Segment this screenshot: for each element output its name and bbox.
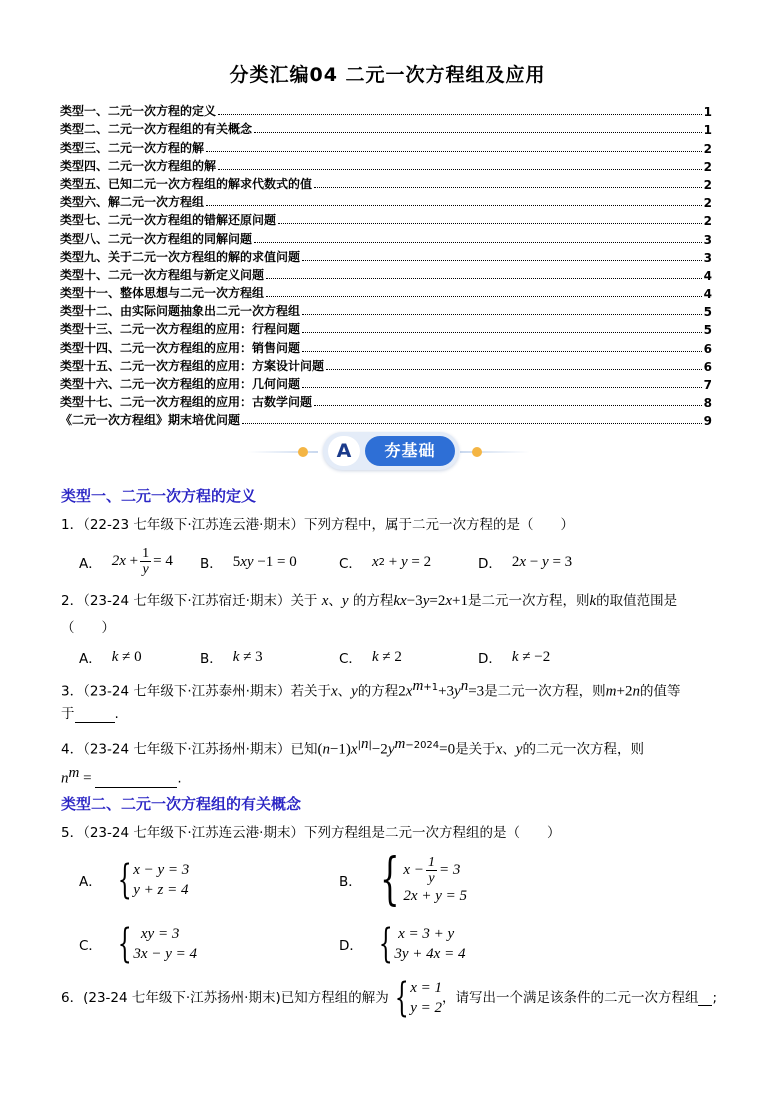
toc-dot-leader [254, 132, 702, 133]
toc-dot-leader [302, 314, 702, 315]
toc-entry-text: 类型十一、整体思想与二元一次方程组 [60, 286, 265, 301]
question-text: 下列方程中，属于二元一次方程的是（ ） [303, 517, 574, 533]
toc-row[interactable] [60, 137, 712, 155]
question-text: 的取值范围是 [596, 593, 678, 609]
toc-dot-leader [266, 278, 702, 279]
q2-option-a: A． k ≠ 0 [79, 648, 142, 667]
question-4-line2: $n^m$ = . [61, 765, 182, 787]
option-label: A． [79, 555, 102, 572]
toc-page-number: 7 [703, 378, 712, 392]
question-source: (23-24 七年级下·江苏扬州·期末) [83, 990, 281, 1006]
toc-row[interactable] [60, 119, 712, 137]
question-number: 2． [61, 593, 84, 609]
answer-blank[interactable] [698, 991, 712, 1006]
question-text: 已知 [290, 741, 318, 758]
question-source: （23-24 七年级下·江苏泰州·期末） [83, 683, 291, 700]
toc-page-number: 5 [703, 323, 712, 338]
toc-dot-leader [254, 242, 702, 243]
section-heading-2: 类型二、二元一次方程组的有关概念 [61, 795, 302, 813]
banner-label: 夯基础 [365, 436, 455, 466]
answer-blank[interactable] [75, 708, 115, 723]
question-1 [61, 516, 574, 534]
option-label: D． [339, 938, 363, 954]
question-number: 3． [61, 683, 84, 700]
question-text: 已知方程组的解为 [280, 990, 389, 1006]
toc-entry-text: 类型十、二元一次方程组与新定义问题 [60, 267, 265, 282]
toc-page-number: 1 [703, 123, 712, 138]
toc-page-number: 2 [703, 159, 712, 174]
q5-option-d [339, 921, 466, 967]
toc-page-number: 6 [703, 359, 712, 374]
question-text: 下列方程组是二元一次方程组的是（ ） [303, 825, 561, 841]
toc-row[interactable] [60, 283, 712, 301]
toc-row[interactable] [60, 192, 712, 210]
answer-blank[interactable] [95, 773, 177, 788]
question-text: 的方程 [352, 593, 394, 609]
toc-page-number: 5 [703, 305, 712, 320]
toc-row[interactable] [60, 265, 712, 283]
toc-row[interactable] [60, 247, 712, 265]
toc-entry-text: 类型十二、由实际问题抽象出二元一次方程组 [60, 304, 301, 319]
toc-dot-leader [326, 369, 702, 370]
toc-entry-text: 类型十六、二元一次方程组的应用：几何问题 [60, 377, 301, 391]
toc-page-number: 3 [703, 232, 712, 247]
toc-entry-text: 类型十五、二元一次方程组的应用：方案设计问题 [60, 358, 325, 373]
question-source: （23-24 七年级下·江苏扬州·期末） [83, 741, 291, 758]
question-number: 4． [61, 741, 84, 758]
question-text: 于 [61, 706, 75, 722]
toc-row[interactable] [60, 356, 712, 374]
q2-option-c: C． k ≠ 2 [339, 648, 402, 667]
toc-entry-text: 类型六、解二元一次方程组 [60, 195, 205, 210]
option-label: A． [79, 651, 102, 667]
toc-page-number: 8 [703, 396, 712, 411]
question-text: 是二元一次方程，则 [484, 683, 606, 700]
question-text: 的二元一次方程，则 [522, 741, 644, 758]
equation-system: { x = 1 y = 2 [394, 975, 442, 1021]
equation-system: { xy = 3 3x − y = 4 [117, 921, 197, 967]
toc-row[interactable] [60, 374, 712, 392]
question-text: 的值等 [639, 683, 681, 700]
question-4: 4．（23-24 七年级下·江苏扬州·期末）已知$(n-1)x^{|n|}-2y^{m-2024}=0$是关于x、y的二元一次方程，则 [61, 736, 644, 758]
toc-row[interactable] [60, 156, 712, 174]
fraction: $\frac{1}{y}$ [142, 546, 150, 577]
toc-entry-text: 类型七、二元一次方程组的错解还原问题 [60, 213, 277, 228]
q5-option-b [339, 847, 467, 912]
toc-entry-text: 类型四、二元一次方程组的解 [60, 158, 217, 173]
toc-dot-leader [314, 187, 702, 188]
question-text: 是二元一次方程，则 [467, 593, 590, 609]
question-text: 的方程 [357, 683, 399, 700]
toc-entry-text: 类型九、关于二元一次方程组的解的求值问题 [60, 249, 301, 264]
option-label: B． [339, 874, 362, 890]
toc-row[interactable] [60, 337, 712, 355]
equation-system: { x − $\frac{1}{y}$ = 3 2x + y = 5 [379, 847, 467, 912]
q5-option-a [79, 857, 190, 903]
q1-option-d: D． 2 x − y = 3 [478, 553, 573, 572]
option-label: C． [339, 651, 362, 667]
question-text: 关于 [290, 593, 318, 609]
section-heading-1: 类型一、二元一次方程的定义 [61, 487, 257, 505]
equation-system: { x = 3 + y 3y + 4x = 4 [378, 921, 466, 967]
toc-row[interactable] [60, 210, 712, 228]
option-label: C． [79, 938, 102, 954]
toc-dot-leader [206, 151, 702, 152]
toc-page-number: 4 [703, 268, 712, 283]
q5-option-c [79, 921, 197, 967]
q2-option-d: D． k ≠ −2 [478, 648, 551, 667]
toc-page-number: 3 [703, 250, 712, 265]
question-3: 3．（23-24 七年级下·江苏泰州·期末）若关于x、y的方程$2x^{m+1}+3y^n=3$是二元一次方程，则m+2n的值等 [61, 678, 681, 700]
toc-row[interactable] [60, 301, 712, 319]
toc-dot-leader [206, 205, 702, 206]
toc-entry-text: 类型八、二元一次方程组的同解问题 [60, 231, 253, 246]
banner-dot-right [472, 447, 482, 457]
toc-page-number: 1 [703, 105, 712, 120]
question-number: 1． [61, 517, 84, 533]
toc-page-number: 2 [703, 196, 712, 211]
toc-page-number: 2 [703, 141, 712, 156]
toc-entry-text: 类型十四、二元一次方程组的应用：销售问题 [60, 340, 301, 355]
toc-row[interactable] [60, 392, 712, 410]
table-of-contents [60, 101, 712, 428]
toc-row[interactable] [60, 174, 712, 192]
equation-system: { x − y = 3 y + z = 4 [117, 857, 190, 903]
toc-entry-text: 类型十七、二元一次方程组的应用：古数学问题 [60, 395, 313, 410]
toc-dot-leader [218, 169, 702, 170]
toc-entry-text: 类型一、二元一次方程的定义 [60, 104, 217, 119]
toc-page-number: 2 [703, 177, 712, 192]
toc-entry-text: 类型二、二元一次方程组的有关概念 [60, 122, 253, 137]
question-number: 6． [61, 990, 84, 1006]
banner-letter: A [328, 436, 360, 466]
option-label: B． [200, 651, 223, 667]
question-source: （23-24 七年级下·江苏连云港·期末） [83, 825, 304, 841]
toc-row[interactable] [60, 101, 712, 119]
toc-dot-leader [278, 223, 702, 224]
option-label: B． [200, 556, 223, 572]
toc-dot-leader [302, 260, 702, 261]
toc-dot-leader [314, 405, 702, 406]
toc-dot-leader [218, 114, 702, 115]
toc-entry-text: 类型五、已知二元一次方程组的解求代数式的值 [60, 176, 313, 191]
question-text: 若关于 [290, 683, 331, 700]
toc-row[interactable] [60, 228, 712, 246]
question-source: （22-23 七年级下·江苏连云港·期末） [83, 517, 304, 533]
toc-dot-leader [242, 423, 702, 424]
question-2: 2．（23-24 七年级下·江苏宿迁·期末）关于 x、y 的方程kx−3y=2x+1是二元一次方程，则k的取值范围是 [61, 593, 678, 609]
banner-line-right [460, 451, 530, 453]
toc-entry-text: 类型十三、二元一次方程组的应用：行程问题 [60, 322, 301, 337]
question-6: 6． (23-24 七年级下·江苏扬州·期末) 已知方程组的解为 { x = 1 y = 2 ，请写出一个满足该条件的二元一次方程组 ; [61, 975, 718, 1021]
toc-row[interactable] [60, 410, 712, 428]
q1-option-b: B． 5 xy −1 = 0 [200, 553, 297, 572]
question-text: ，请写出一个满足该条件的二元一次方程组 [441, 990, 699, 1006]
toc-page-number: 2 [703, 214, 712, 229]
toc-entry-text: 《二元一次方程组》期末培优问题 [60, 413, 241, 428]
toc-dot-leader [302, 332, 702, 333]
q1-option-c: C． x 2 + y = 2 [339, 553, 432, 572]
toc-row[interactable] [60, 319, 712, 337]
toc-entry-text: 类型三、二元一次方程的解 [60, 140, 205, 155]
q1-option-a: A． 2x + $\frac{1}{y}$ = 4 [79, 546, 173, 577]
toc-page-number: 6 [703, 341, 712, 356]
toc-page-number: 9 [703, 414, 712, 429]
question-2-paren: （ ） [61, 620, 115, 636]
toc-page-number: 4 [703, 287, 712, 302]
question-3-line2: 于 . [61, 706, 119, 722]
option-label: A． [79, 874, 102, 890]
toc-dot-leader [302, 387, 702, 388]
question-text: 是关于 [455, 741, 496, 758]
q2-option-b: B． k ≠ 3 [200, 648, 263, 667]
option-label: C． [339, 556, 362, 572]
option-label: D． [478, 556, 502, 572]
toc-dot-leader [302, 351, 702, 352]
toc-dot-leader [266, 296, 702, 297]
question-number: 5． [61, 825, 84, 841]
section-banner [0, 432, 775, 472]
question-source: （23-24 七年级下·江苏宿迁·期末） [83, 593, 291, 609]
option-label: D． [478, 651, 502, 667]
question-5 [61, 824, 560, 842]
banner-dot-left [298, 447, 308, 457]
page-title: 分类汇编04 二元一次方程组及应用 [229, 64, 546, 86]
